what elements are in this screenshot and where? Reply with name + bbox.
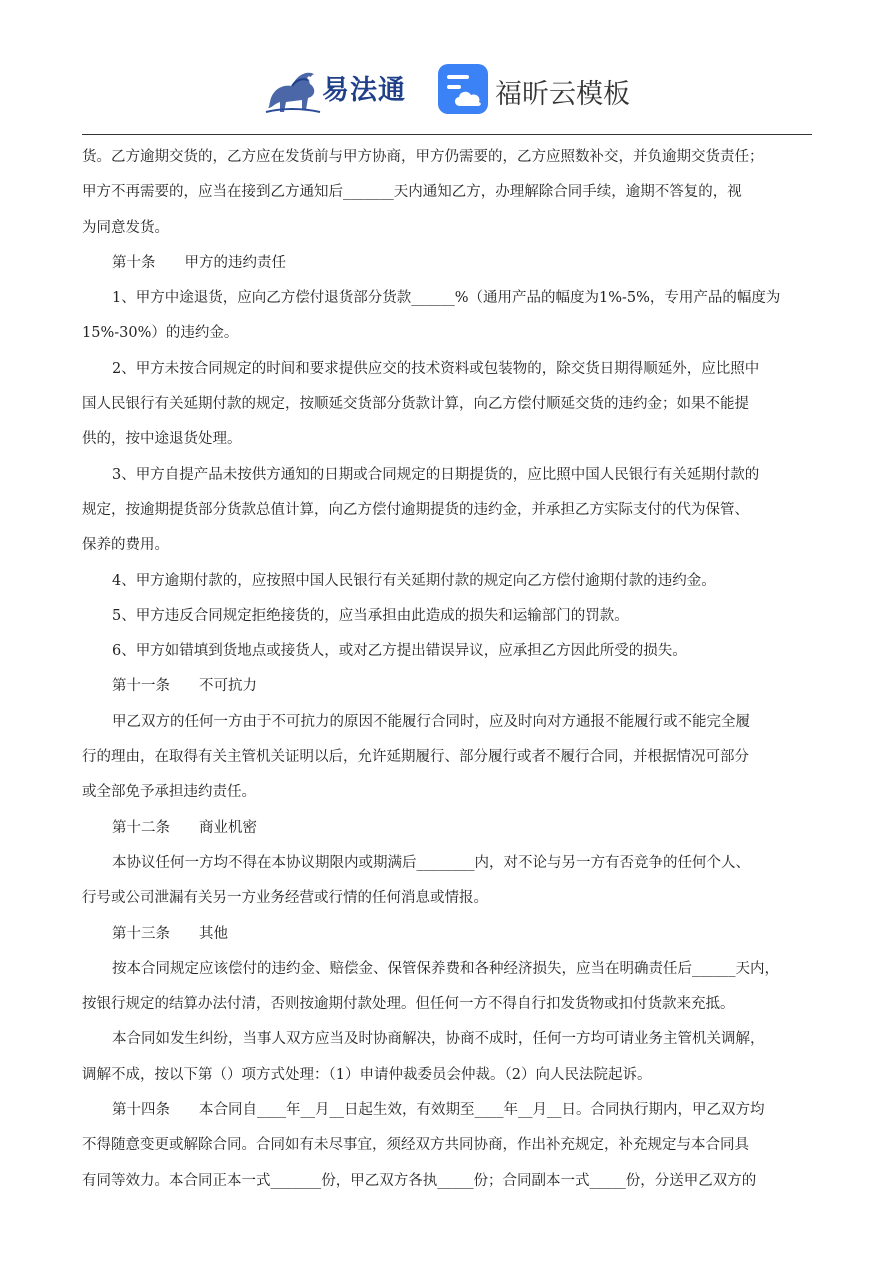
text-line: 甲乙双方的任何一方由于不可抗力的原因不能履行合同时，应及时向对方通报不能履行或不能完全履 — [112, 713, 750, 730]
section-heading-article-14: 第十四条 本合同自____年__月__日起生效，有效期至____年__月__日。合同执行期内，甲乙双方均 — [112, 1102, 765, 1119]
text-line: 甲方不再需要的，应当在接到乙方通知后_______天内通知乙方，办理解除合同手续，逾期不答复的，视 — [82, 184, 742, 201]
text-line: 保养的费用。 — [82, 537, 169, 554]
text-line: 行号或公司泄漏有关另一方业务经营或行情的任何消息或情报。 — [82, 890, 488, 907]
section-heading-article-11: 第十一条 不可抗力 — [112, 678, 257, 695]
text-line: 不得随意变更或解除合同。合同如有未尽事宜，须经双方共同协商，作出补充规定，补充规定与本合同具 — [82, 1137, 749, 1154]
text-line: 规定，按逾期提货部分货款总值计算，向乙方偿付逾期提货的违约金，并承担乙方实际支付的代为保管、 — [82, 501, 749, 518]
foxit-template-logo — [436, 62, 646, 116]
foxit-cloud-document-icon — [436, 62, 490, 116]
yifatong-logo-text: 易法通 — [322, 75, 406, 106]
text-line: 国人民银行有关延期付款的规定，按顺延交货部分货款计算，向乙方偿付顺延交货的违约金；如果不能提 — [82, 396, 749, 413]
text-line: 本合同如发生纠纷，当事人双方应当及时协商解决，协商不成时，任何一方均可请业务主管机关调解， — [112, 1031, 765, 1048]
text-line: 调解不成，按以下第（）项方式处理：（1）申请仲裁委员会仲裁。（2）向人民法院起诉。 — [82, 1066, 652, 1083]
contract-body — [82, 140, 812, 1199]
header-divider — [82, 134, 812, 135]
text-line: 货。乙方逾期交货的，乙方应在发货前与甲方协商，甲方仍需要的，乙方应照数补交，并负逾期交货责任； — [82, 149, 764, 165]
section-heading-article-10: 第十条 甲方的违约责任 — [112, 254, 286, 271]
text-line: 本协议任何一方均不得在本协议期限内或期满后________内，对不论与另一方有否竞争的任何个人、 — [112, 854, 750, 871]
text-line: 按银行规定的结算办法付清，否则按逾期付款处理。但任何一方不得自行扣发货物或扣付货款来充抵。 — [82, 996, 735, 1013]
foxit-template-logo-text: 福昕云模板 — [495, 79, 630, 110]
text-line: 为同意发货。 — [82, 219, 169, 236]
text-line: 2、甲方未按合同规定的时间和要求提供应交的技术资料或包装物的，除交货日期得顺延外，应比照中 — [112, 360, 760, 377]
text-line: 4、甲方逾期付款的，应按照中国人民银行有关延期付款的规定向乙方偿付逾期付款的违约金。 — [112, 572, 716, 589]
section-heading-article-12: 第十二条 商业机密 — [112, 819, 257, 836]
text-line: 按本合同规定应该偿付的违约金、赔偿金、保管保养费和各种经济损失，应当在明确责任后______天内， — [112, 960, 779, 977]
text-line: 1、甲方中途退货，应向乙方偿付退货部分货款______%（通用产品的幅度为1%-5%，专用产品的幅度为 — [112, 290, 781, 307]
page-header — [0, 58, 893, 124]
text-line: 5、甲方违反合同规定拒绝接货的，应当承担由此造成的损失和运输部门的罚款。 — [112, 607, 629, 624]
text-line: 供的，按中途退货处理。 — [82, 431, 242, 448]
section-heading-article-13: 第十三条 其他 — [112, 925, 228, 942]
text-line: 有同等效力。本合同正本一式_______份，甲乙双方各执_____份；合同副本一式_____份，分送甲乙双方的 — [82, 1172, 757, 1189]
text-line: 15%-30%）的违约金。 — [82, 325, 239, 342]
text-line: 3、甲方自提产品未按供方通知的日期或合同规定的日期提货的，应比照中国人民银行有关延期付款的 — [112, 466, 760, 483]
yifatong-logo — [262, 62, 412, 116]
text-line: 行的理由，在取得有关主管机关证明以后，允许延期履行、部分履行或者不履行合同，并根据情况可部分 — [82, 749, 749, 766]
horse-emblem-icon — [262, 62, 324, 116]
text-line: 6、甲方如错填到货地点或接货人，或对乙方提出错误异议，应承担乙方因此所受的损失。 — [112, 643, 687, 660]
text-line: 或全部免予承担违约责任。 — [82, 784, 256, 801]
